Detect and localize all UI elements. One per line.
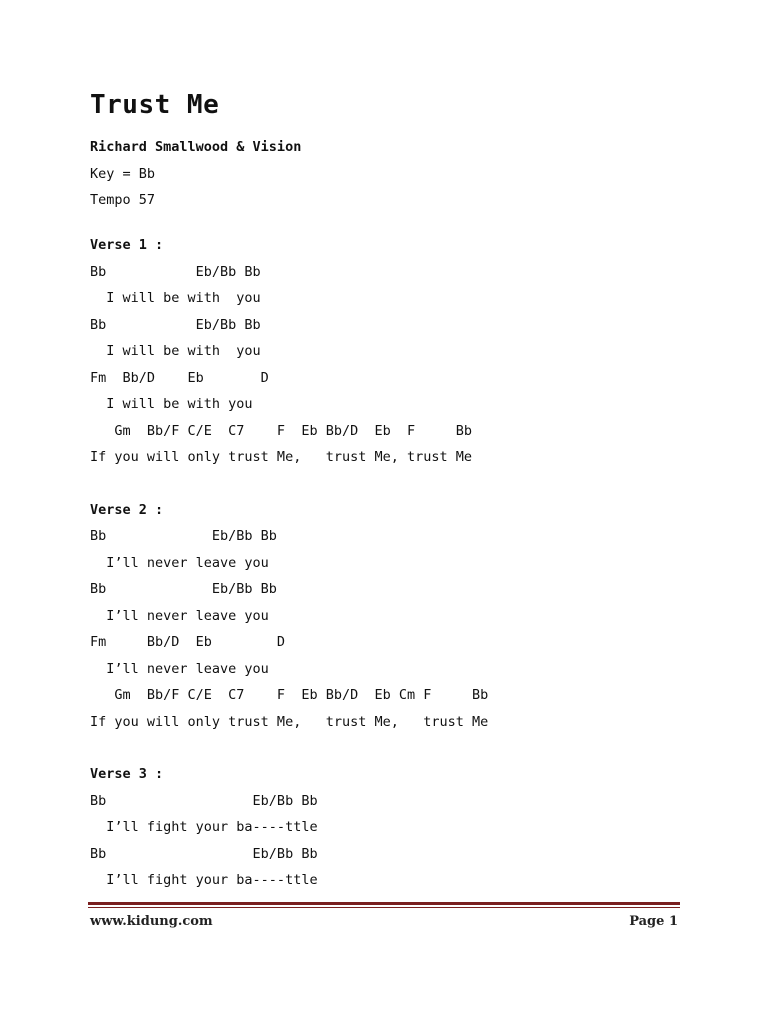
artist-name: Richard Smallwood & Vision [90,139,302,155]
lyric-line: I’ll never leave you [90,660,269,677]
footer-rule-thin [88,907,680,908]
chord-line: Fm Bb/D Eb D [90,369,269,386]
chord-line: Bb Eb/Bb Bb [90,263,261,280]
lyric-line: If you will only trust Me, trust Me, trust Me [90,449,473,465]
chord-line: Gm Bb/F C/E C7 F Eb Bb/D Eb F Bb [90,422,473,439]
verse-heading: Verse 2 : [90,501,164,518]
lyric-line: If you will only trust Me, trust Me, trust Me [90,713,489,730]
chord-line: Bb Eb/Bb Bb [90,316,261,333]
lyric-line: I’ll never leave you [90,554,269,571]
chord-line: Bb Eb/Bb Bb [90,845,318,862]
chord-line: Bb Eb/Bb Bb [90,528,277,544]
page-number: Page 1 [629,914,678,929]
chord-line: Fm Bb/D Eb D [90,634,286,650]
chord-line: Gm Bb/F C/E C7 F Eb Bb/D Eb Cm F Bb [90,687,489,703]
lyric-line: I’ll fight your ba----ttle [90,872,318,888]
lyric-line: I will be with you [90,396,253,412]
song-title: Trust Me [90,90,220,120]
footer-website: www.kidung.com [90,914,213,929]
blank-line [90,471,690,497]
lyric-line: I’ll fight your ba----ttle [90,819,318,835]
chord-sheet [90,232,690,894]
chord-line: Bb Eb/Bb Bb [90,792,318,809]
song-key: Key = Bb [90,166,156,182]
lyric-line: I will be with you [90,290,261,306]
blank-line [90,735,690,761]
verse-heading: Verse 3 : [90,766,164,782]
chord-line: Bb Eb/Bb Bb [90,581,277,597]
lyric-line: I will be with you [90,343,261,359]
song-tempo: Tempo 57 [90,192,156,208]
footer-rule [88,902,680,905]
verse-heading: Verse 1 : [90,237,164,253]
lyric-line: I’ll never leave you [90,607,269,624]
